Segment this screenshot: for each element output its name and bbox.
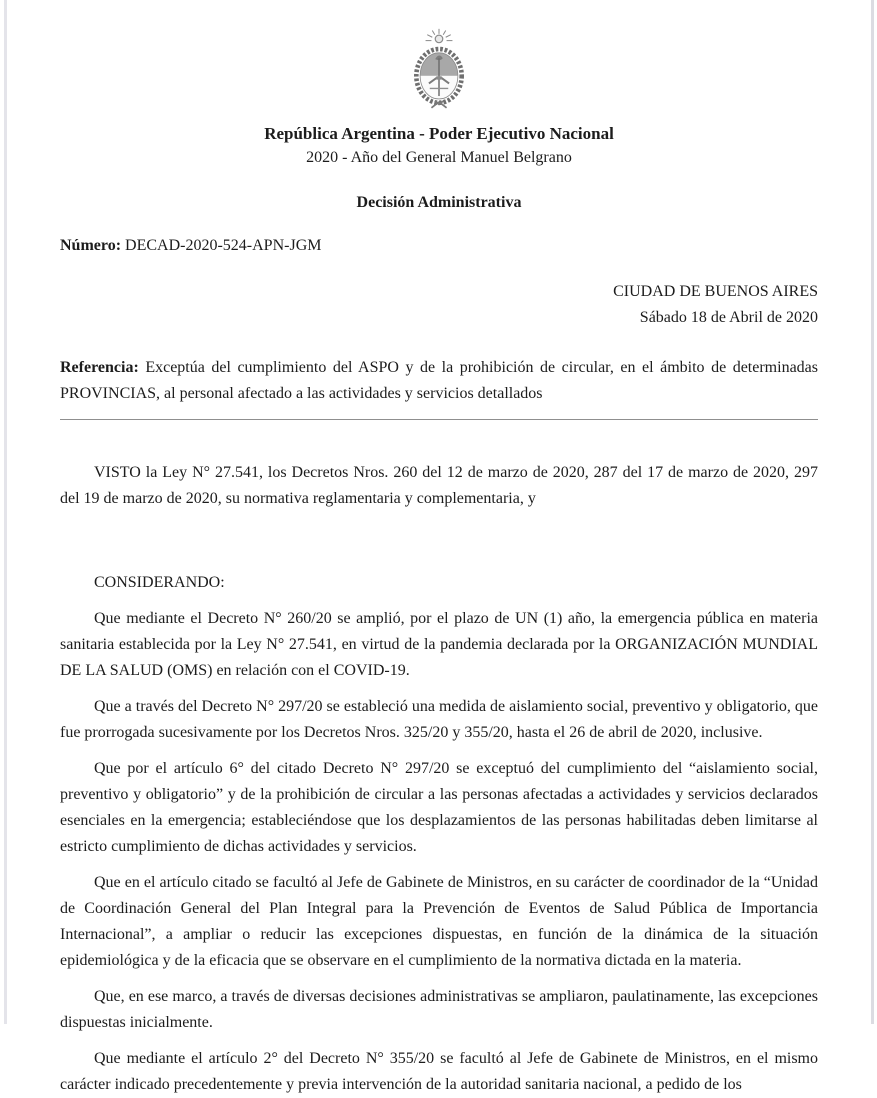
body-paragraph: Que, en ese marco, a través de diversas decisiones administrativas se ampliaron, paulatinamente, las excepciones dispuestas inicialmente. xyxy=(60,988,818,1031)
document-body xyxy=(60,460,818,1098)
header-year-line: 2020 - Año del General Manuel Belgrano xyxy=(306,149,572,166)
number-value: DECAD-2020-524-APN-JGM xyxy=(125,237,322,254)
reference-text: Exceptúa del cumplimiento del ASPO y de la prohibición de circular, en el ámbito de determinadas PROVINCIAS, al personal afectado a las actividades y servicios detallados xyxy=(60,359,818,402)
reference-label: Referencia: xyxy=(60,359,139,376)
body-paragraph: Que mediante el Decreto N° 260/20 se amplió, por el plazo de UN (1) año, la emergencia pública en materia sanitaria establecida por la Ley N° 27.541, en virtud de la pandemia declarada por la ORGANIZACIÓN MUNDIAL DE LA SALUD (OMS) en relación con el COVID-19. xyxy=(60,610,818,679)
city-line: CIUDAD DE BUENOS AIRES xyxy=(613,283,818,300)
place-date-block xyxy=(60,279,818,331)
body-paragraph: Que mediante el artículo 2° del Decreto N° 355/20 se facultó al Jefe de Gabinete de Ministros, en el mismo carácter indicado precedentemente y previa intervención de la autoridad sanitaria nacional, a pedido de los xyxy=(60,1050,818,1093)
body-paragraph: Que en el artículo citado se facultó al Jefe de Gabinete de Ministros, en su carácter de coordinador de la “Unidad de Coordinación General del Plan Integral para la Prevención de Eventos de Salud Pública de Importancia Internacional”, a ampliar o reducir las excepciones dispuestas, en función de la dinámica de la situación epidemiológica y de la eficacia que se observare en el cumplimiento de la normativa dictada en la materia. xyxy=(60,874,818,969)
reference-block xyxy=(60,355,818,407)
body-paragraph: Que a través del Decreto N° 297/20 se estableció una medida de aislamiento social, preventivo y obligatorio, que fue prorrogada sucesivamente por los Decretos Nros. 325/20 y 355/20, hasta el 26 de abril de 2020, inclusive. xyxy=(60,698,818,741)
visto-paragraph: VISTO la Ley N° 27.541, los Decretos Nros. 260 del 12 de marzo de 2020, 287 del 17 de marzo de 2020, 297 del 19 de marzo de 2020, su normativa reglamentaria y complementaria, y xyxy=(60,464,818,507)
date-line: Sábado 18 de Abril de 2020 xyxy=(639,309,818,326)
header-org-line: República Argentina - Poder Ejecutivo Nacional xyxy=(264,124,614,143)
document-number-line xyxy=(60,237,818,255)
body-paragraph: Que por el artículo 6° del citado Decreto N° 297/20 se exceptuó del cumplimiento del “aislamiento social, preventivo y obligatorio” y de la prohibición de circular a las personas afectadas a actividades y servicios declarados esenciales en la emergencia; estableciéndose que los desplazamientos de las personas habilitadas deben limitarse al estricto cumplimiento de dichas actividades y servicios. xyxy=(60,760,818,855)
considerando-heading: CONSIDERANDO: xyxy=(94,574,225,591)
doc-type-title: Decisión Administrativa xyxy=(356,194,522,211)
argentina-coat-of-arms-icon xyxy=(396,28,482,117)
separator-line xyxy=(60,419,818,420)
number-label: Número: xyxy=(60,237,122,254)
